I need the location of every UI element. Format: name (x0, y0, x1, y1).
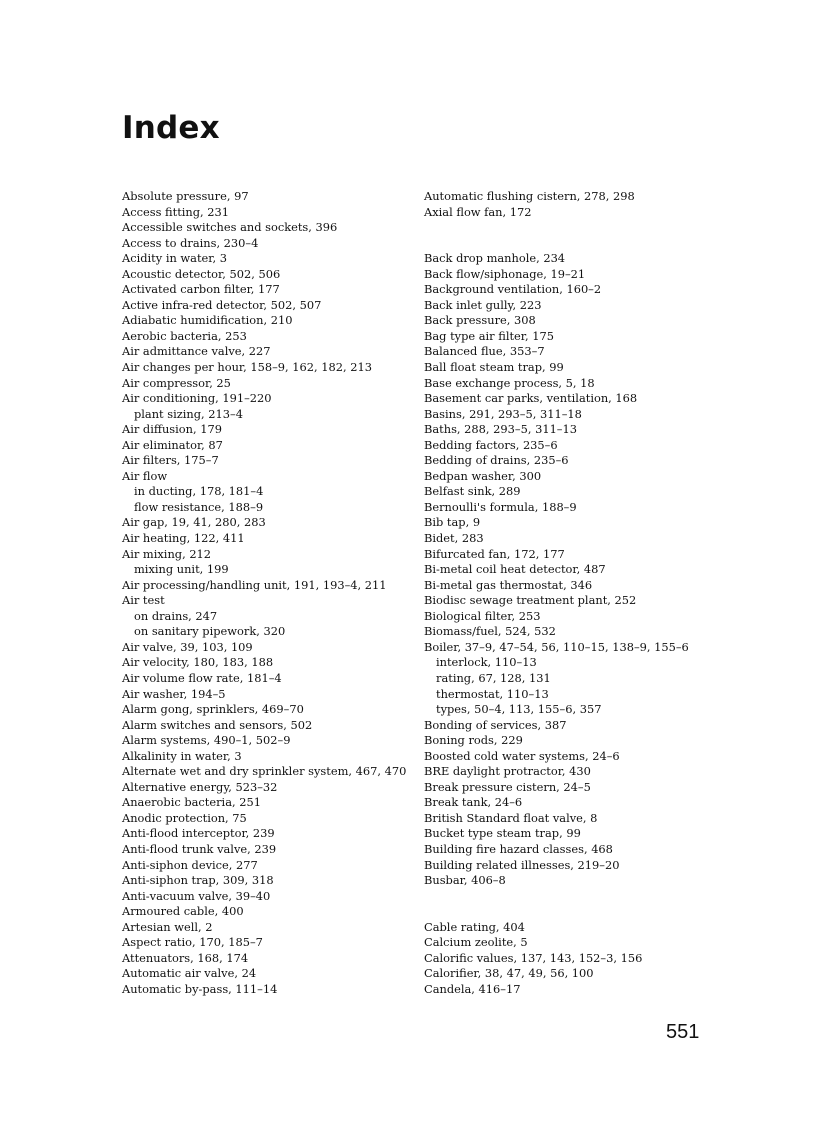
index-entry: Calorifier, 38, 47, 49, 56, 100 (424, 966, 594, 981)
index-entry: Base exchange process, 5, 18 (424, 375, 595, 390)
index-entry: Back pressure, 308 (424, 313, 536, 328)
index-entry: Anaerobic bacteria, 251 (122, 795, 261, 810)
index-entry: Candela, 416–17 (424, 981, 521, 996)
index-entry: Activated carbon filter, 177 (122, 282, 280, 297)
index-subentry: flow resistance, 188–9 (134, 499, 264, 514)
index-entry: Air heating, 122, 411 (122, 531, 245, 546)
index-entry: Active infra-red detector, 502, 507 (122, 297, 322, 312)
index-entry: Absolute pressure, 97 (122, 189, 249, 203)
index-entry: Alkalinity in water, 3 (122, 748, 242, 763)
index-entry: Back inlet gully, 223 (424, 297, 542, 312)
index-column-right (424, 189, 724, 997)
index-entry: Air processing/handling unit, 191, 193–4, 211 (122, 577, 387, 592)
index-subentry: thermostat, 110–13 (436, 686, 549, 701)
index-entry: Automatic air valve, 24 (122, 966, 257, 981)
index-entry: Alarm systems, 490–1, 502–9 (122, 733, 291, 748)
index-entry: Boning rods, 229 (424, 733, 523, 748)
index-entry: Adiabatic humidification, 210 (122, 313, 293, 328)
index-entry: Air changes per hour, 158–9, 162, 182, 213 (122, 360, 372, 375)
index-entry: Bedding of drains, 235–6 (424, 453, 569, 468)
index-entry: Alternate wet and dry sprinkler system, 467, 470 (122, 764, 407, 779)
index-entry: Aspect ratio, 170, 185–7 (122, 935, 263, 950)
index-subentry: types, 50–4, 113, 155–6, 357 (436, 702, 602, 717)
index-entry: Busbar, 406–8 (424, 873, 506, 888)
index-entry: Air velocity, 180, 183, 188 (122, 655, 274, 670)
index-entry: Armoured cable, 400 (122, 904, 244, 919)
index-entry: Anti-siphon trap, 309, 318 (122, 873, 274, 888)
index-entry: Bedding factors, 235–6 (424, 437, 558, 452)
index-entry: Air mixing, 212 (122, 546, 212, 561)
index-entry: Anti-vacuum valve, 39–40 (122, 888, 271, 903)
index-entry: Anti-flood trunk valve, 239 (122, 841, 277, 856)
index-subentry: on drains, 247 (134, 608, 218, 623)
index-entry: Cable rating, 404 (424, 919, 525, 934)
index-entry: Attenuators, 168, 174 (122, 950, 249, 965)
index-entry: Air flow (122, 468, 168, 483)
index-entry: Alarm switches and sensors, 502 (122, 717, 313, 732)
index-entry: British Standard float valve, 8 (424, 810, 598, 825)
index-entry: Access to drains, 230–4 (122, 235, 259, 250)
index-entry: Access fitting, 231 (122, 204, 230, 219)
index-entry: Accessible switches and sockets, 396 (122, 220, 338, 235)
index-entry: Basins, 291, 293–5, 311–18 (424, 406, 582, 421)
index-entry: Bernoulli's formula, 188–9 (424, 499, 577, 514)
index-entry: Bag type air filter, 175 (424, 328, 554, 343)
index-entry: Air washer, 194–5 (122, 686, 226, 701)
index-column-left (122, 189, 422, 997)
index-entry: Bidet, 283 (424, 531, 484, 546)
index-entry: Air gap, 19, 41, 280, 283 (122, 515, 266, 530)
index-subentry: on sanitary pipework, 320 (134, 624, 286, 639)
page-title: Index (122, 110, 220, 146)
index-entry: Anti-siphon device, 277 (122, 857, 258, 872)
index-entry: Air eliminator, 87 (122, 437, 223, 452)
index-entry: Axial flow fan, 172 (424, 204, 532, 219)
index-entry: Biodisc sewage treatment plant, 252 (424, 593, 637, 608)
page-number: 551 (666, 1021, 700, 1043)
index-entry: Air filters, 175–7 (122, 453, 219, 468)
index-entry: Ball float steam trap, 99 (424, 360, 564, 375)
index-entry: Anodic protection, 75 (122, 810, 247, 825)
index-entry: Break tank, 24–6 (424, 795, 523, 810)
index-entry: Biological filter, 253 (424, 608, 541, 623)
index-entry: Bucket type steam trap, 99 (424, 826, 581, 841)
index-subentry: in ducting, 178, 181–4 (134, 484, 264, 499)
index-entry: Anti-flood interceptor, 239 (122, 826, 275, 841)
index-entry: Building related illnesses, 219–20 (424, 857, 620, 872)
index-entry: Back drop manhole, 234 (424, 251, 566, 266)
index-entry: Balanced flue, 353–7 (424, 344, 545, 359)
index-entry: Acidity in water, 3 (122, 251, 227, 266)
index-entry: Air conditioning, 191–220 (122, 391, 272, 406)
index-entry: Alarm gong, sprinklers, 469–70 (122, 702, 304, 717)
index-entry: Bifurcated fan, 172, 177 (424, 546, 565, 561)
index-entry: Automatic by-pass, 111–14 (122, 981, 278, 996)
index-entry: Air volume flow rate, 181–4 (122, 670, 282, 685)
index-subentry: mixing unit, 199 (134, 562, 229, 577)
index-entry: Background ventilation, 160–2 (424, 282, 602, 297)
index-entry: Acoustic detector, 502, 506 (122, 266, 281, 281)
index-entry: Back flow/siphonage, 19–21 (424, 266, 586, 281)
index-entry: Boiler, 37–9, 47–54, 56, 110–15, 138–9, 155–6 (424, 639, 689, 654)
index-entry: Calorific values, 137, 143, 152–3, 156 (424, 950, 643, 965)
index-entry: Baths, 288, 293–5, 311–13 (424, 422, 578, 437)
index-subentry: interlock, 110–13 (436, 655, 537, 670)
index-entry: Automatic flushing cistern, 278, 298 (424, 189, 635, 203)
index-entry: Basement car parks, ventilation, 168 (424, 391, 638, 406)
index-entry: Belfast sink, 289 (424, 484, 521, 499)
index-entry: Bi-metal coil heat detector, 487 (424, 562, 606, 577)
index-entry: Bedpan washer, 300 (424, 468, 542, 483)
index-entry: Air diffusion, 179 (122, 422, 222, 437)
index-entry: Air test (122, 593, 165, 608)
index-entry: Building fire hazard classes, 468 (424, 841, 613, 856)
index-entry: Boosted cold water systems, 24–6 (424, 748, 620, 763)
index-subentry: rating, 67, 128, 131 (436, 670, 551, 685)
section-gap (424, 889, 724, 920)
index-entry: Bib tap, 9 (424, 515, 481, 530)
index-entry: Bonding of services, 387 (424, 717, 567, 732)
index-subentry: plant sizing, 213–4 (134, 406, 243, 421)
index-entry: Artesian well, 2 (122, 919, 213, 934)
index-entry: Calcium zeolite, 5 (424, 935, 528, 950)
index-entry: Biomass/fuel, 524, 532 (424, 624, 556, 639)
index-entry: Air compressor, 25 (122, 375, 231, 390)
index-entry: Bi-metal gas thermostat, 346 (424, 577, 593, 592)
index-entry: Air admittance valve, 227 (122, 344, 271, 359)
index-entry: Alternative energy, 523–32 (122, 779, 278, 794)
index-entry: BRE daylight protractor, 430 (424, 764, 591, 779)
index-entry: Break pressure cistern, 24–5 (424, 779, 591, 794)
index-entry: Air valve, 39, 103, 109 (122, 639, 253, 654)
index-entry: Aerobic bacteria, 253 (122, 328, 247, 343)
section-gap (424, 220, 724, 251)
